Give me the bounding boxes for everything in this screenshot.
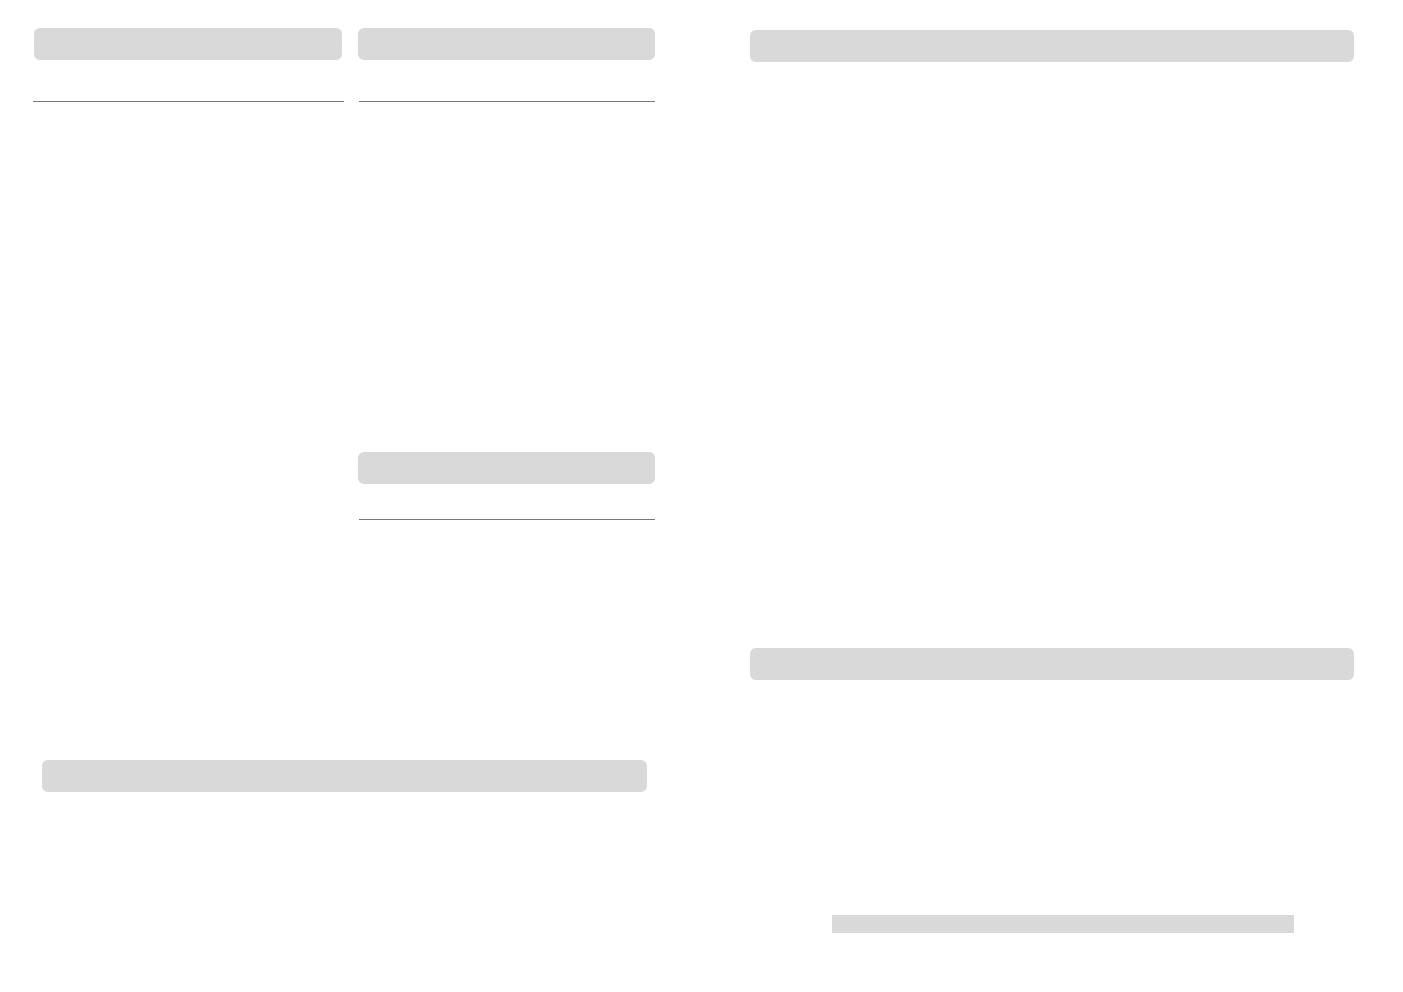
wednesday-next-prayer <box>378 718 388 734</box>
wednesday-order-table <box>359 519 655 520</box>
online-offering-account <box>832 915 1294 933</box>
wednesday-prayer-header <box>358 452 655 484</box>
morning-order-table <box>33 101 344 102</box>
morning-service-header <box>34 28 342 60</box>
meditation-header <box>750 30 1354 62</box>
prayer-topics-header <box>42 760 647 792</box>
afternoon-service-header <box>358 28 655 60</box>
afternoon-order-table <box>359 101 655 102</box>
offering-header <box>750 648 1354 680</box>
afternoon-next-prayer <box>378 398 388 414</box>
